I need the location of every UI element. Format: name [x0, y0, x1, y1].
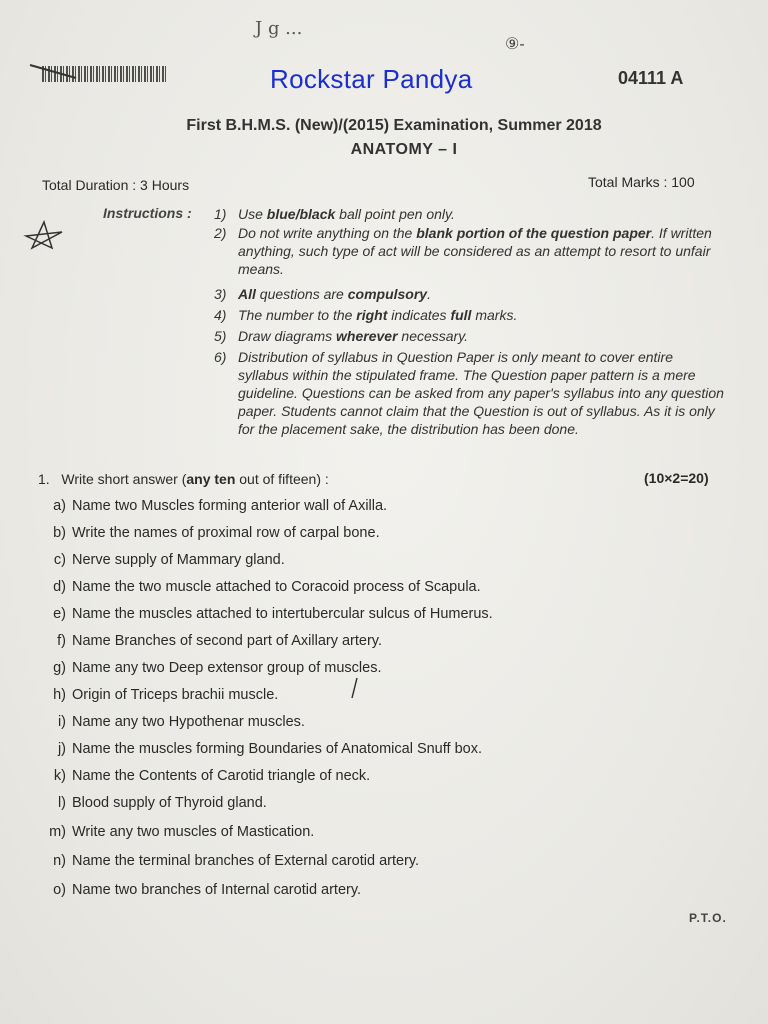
instruction-item: 5) Draw diagrams wherever necessary. — [214, 328, 469, 344]
barcode — [42, 66, 167, 82]
sub-question: c) Nerve supply of Mammary gland. — [53, 552, 285, 568]
instruction-item: 1) Use blue/black ball point pen only. — [214, 206, 455, 222]
instructions-label: Instructions : — [103, 205, 192, 221]
circled-mark: ⑨- — [505, 36, 525, 53]
watermark-title: Rockstar Pandya — [270, 64, 473, 94]
instruction-item: 6) Distribution of syllabus in Question Paper is only meant to cover entire syllabus within the stipulated frame. The Question paper pattern is a mere guideline. Questions can be asked from any paper's syllabus into any question paper. Students cannot claim that the Question is out of syllabus. As it is only for the placement sake, the distribution has been done. — [214, 349, 724, 437]
instruction-item: 2) Do not write anything on the blank portion of the question paper. If written anything, such type of act will be considered as an attempt to resort to unfair means. — [214, 225, 712, 277]
sub-question: b) Write the names of proximal row of carpal bone. — [53, 525, 380, 541]
subject-title: ANATOMY – I — [350, 141, 458, 158]
paper-code: 04111 A — [618, 68, 684, 88]
sub-question: f) Name Branches of second part of Axillary artery. — [57, 633, 383, 649]
total-duration: Total Duration : 3 Hours — [42, 177, 190, 193]
sub-question: i) Name any two Hypothenar muscles. — [57, 714, 305, 730]
please-turn-over: P.T.O. — [689, 911, 727, 925]
instruction-item: 4) The number to the right indicates full marks. — [214, 307, 518, 323]
sub-question: l) Blood supply of Thyroid gland. — [57, 795, 267, 811]
instruction-item: 3) All questions are compulsory. — [214, 286, 431, 302]
sub-question: j) Name the muscles forming Boundaries of Anatomical Snuff box. — [57, 741, 482, 757]
exam-title: First B.H.M.S. (New)/(2015) Examination, Summer 2018 — [186, 117, 602, 134]
sub-question: a) Name two Muscles forming anterior wall of Axilla. — [53, 498, 388, 514]
sub-question: m) Write any two muscles of Mastication. — [49, 824, 315, 840]
sub-question: e) Name the muscles attached to intertubercular sulcus of Humerus. — [53, 606, 493, 622]
sub-question: o) Name two branches of Internal carotid artery. — [53, 882, 362, 898]
sub-question: g) Name any two Deep extensor group of muscles. — [53, 660, 382, 676]
total-marks: Total Marks : 100 — [588, 174, 695, 190]
question-1-heading: 1. Write short answer (any ten out of fifteen) : — [38, 471, 329, 487]
sub-question: n) Name the terminal branches of External carotid artery. — [53, 853, 420, 869]
question-1-marks: (10×2=20) — [644, 470, 709, 486]
sub-question: d) Name the two muscle attached to Coracoid process of Scapula. — [53, 579, 481, 595]
pen-mark-icon — [348, 676, 360, 702]
star-doodle-icon — [22, 218, 68, 252]
handwritten-scribble: J g ... — [255, 18, 303, 39]
sub-question: h) Origin of Triceps brachii muscle. — [53, 687, 279, 703]
sub-question: k) Name the Contents of Carotid triangle of neck. — [53, 768, 371, 784]
